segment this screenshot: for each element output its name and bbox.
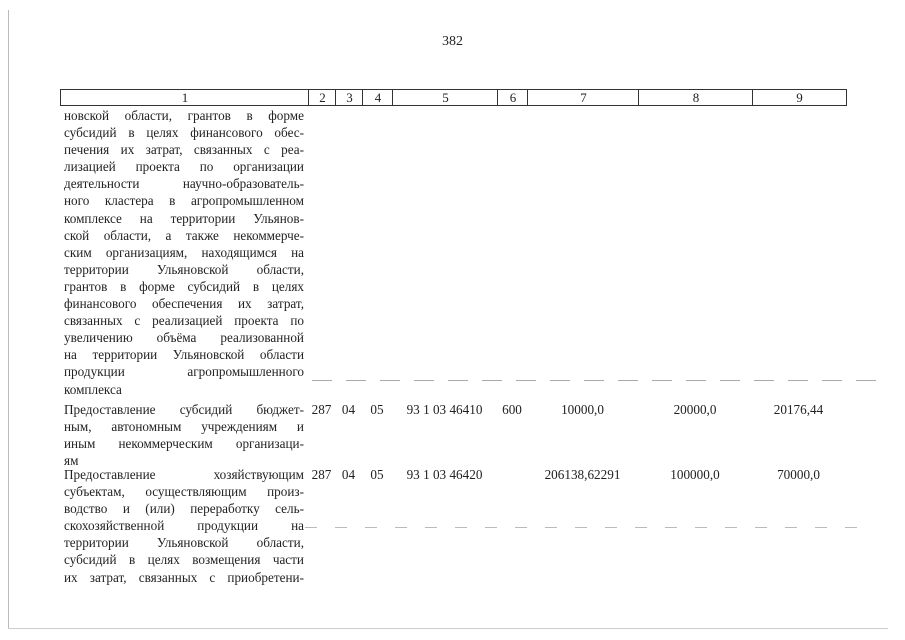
scan-border xyxy=(8,10,9,628)
description-line: ям xyxy=(64,453,79,469)
description-line: территории Ульяновской области, xyxy=(64,535,304,551)
description-line: их затрат, связанных с приобретени- xyxy=(64,569,304,585)
row-2-col-7: 10000,0 xyxy=(561,402,604,417)
header-col-4: 4 xyxy=(362,89,393,106)
row-3-col-2: 287 xyxy=(311,467,332,482)
description-line: субсидий в целях финансового обес- xyxy=(64,125,304,141)
row-3-description xyxy=(64,466,304,586)
description-line: деятельности научно-образователь- xyxy=(64,176,304,192)
scan-artifact-line xyxy=(312,380,882,381)
scan-border-bottom xyxy=(8,628,888,629)
row-3-col-9: 70000,0 xyxy=(777,467,820,482)
description-line: ного кластера в агропромышленном xyxy=(64,193,304,209)
header-col-7: 7 xyxy=(527,89,639,106)
description-line: ным, автономным учреждениям и xyxy=(64,419,304,435)
row-2-col-8: 20000,0 xyxy=(673,402,717,417)
row-2-col-4: 05 xyxy=(370,402,384,417)
row-3-col-3: 04 xyxy=(341,467,356,482)
description-line: связанных с реализацией проекта по xyxy=(64,313,304,329)
row-3-col-8: 100000,0 xyxy=(670,467,720,482)
description-line: увеличению объёма реализованной xyxy=(64,330,304,346)
scan-artifact-line xyxy=(305,527,865,528)
header-col-8: 8 xyxy=(638,89,753,106)
description-line: печения их затрат, связанных с реа- xyxy=(64,142,304,158)
description-line: Предоставление субсидий бюджет- xyxy=(64,402,304,417)
description-line: ским организациям, находящимся на xyxy=(64,244,304,260)
row-2-col-9: 20176,44 xyxy=(773,402,824,417)
description-line: водство и (или) переработку сель- xyxy=(64,501,304,517)
page-number: 382 xyxy=(442,34,463,49)
description-line: иным некоммерческим организаци- xyxy=(64,436,304,452)
row-3-col-7: 206138,62291 xyxy=(544,467,621,482)
description-line: комплекса xyxy=(64,381,122,397)
description-line: лизацией проекта по организации xyxy=(64,159,304,175)
description-line: грантов в форме субсидий в целях xyxy=(64,278,304,294)
row-1-description xyxy=(64,107,304,398)
header-col-1: 1 xyxy=(60,89,309,106)
description-line: продукции агропромышленного xyxy=(64,364,304,380)
row-2-col-3: 04 xyxy=(341,402,356,417)
row-3-col-5: 93 1 03 46420 xyxy=(406,467,483,482)
row-2-col-6: 600 xyxy=(502,402,522,417)
header-col-3: 3 xyxy=(335,89,363,106)
description-line: комплексе на территории Ульянов- xyxy=(64,210,304,226)
description-line: на территории Ульяновской области xyxy=(64,347,304,363)
description-line: территории Ульяновской области, xyxy=(64,261,304,277)
description-line: ской области, а также некоммерче- xyxy=(64,227,304,243)
header-col-9: 9 xyxy=(752,89,847,106)
header-col-5: 5 xyxy=(392,89,498,106)
row-2-col-2: 287 xyxy=(311,402,332,417)
header-col-6: 6 xyxy=(497,89,528,106)
row-3-col-4: 05 xyxy=(370,467,384,482)
row-2-col-5: 93 1 03 46410 xyxy=(406,402,483,417)
description-line: скохозяйственной продукции на xyxy=(64,518,304,534)
row-2-description xyxy=(64,401,304,469)
description-line: субсидий в целях возмещения части xyxy=(64,552,304,568)
description-line: субъектам, осуществляющим произ- xyxy=(64,484,304,500)
description-line: новской области, грантов в форме xyxy=(64,108,304,123)
description-line: финансового обеспечения их затрат, xyxy=(64,296,304,312)
header-col-2: 2 xyxy=(308,89,336,106)
description-line: Предоставление хозяйствующим xyxy=(64,467,304,482)
